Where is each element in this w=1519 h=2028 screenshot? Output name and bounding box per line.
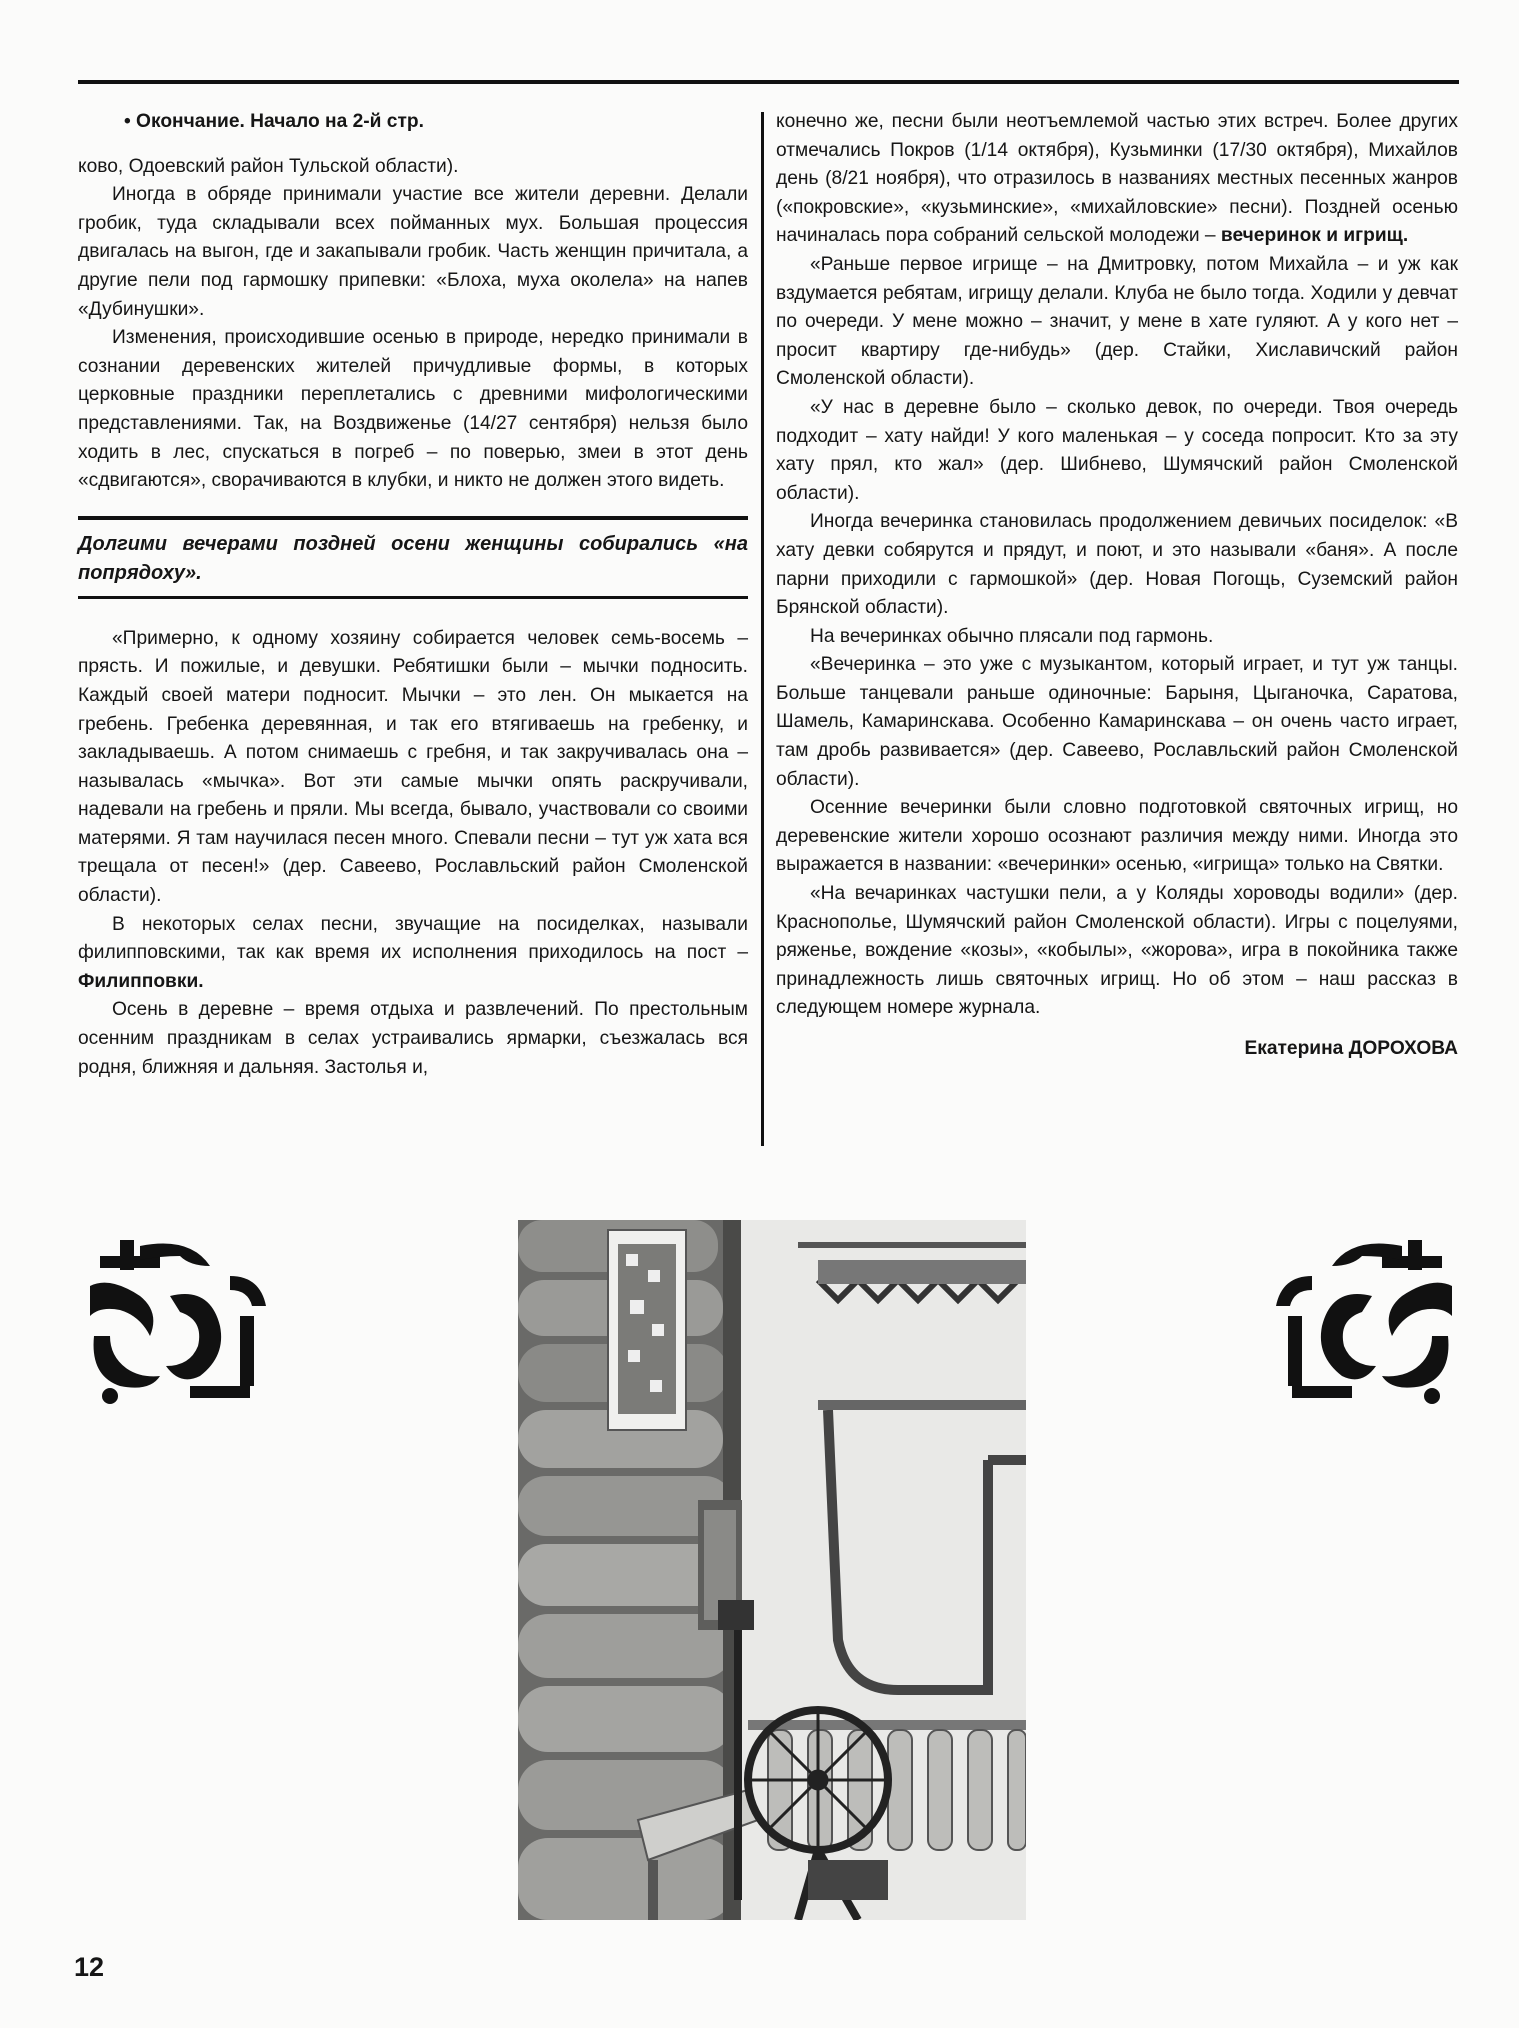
paragraph-text: Иногда в обряде принимали участие все жители деревни. Делали гробик, туда складывали всех пойманных мух. Большая процессия двигалась на выгон, где и закапывали гробик. Часть женщин причитала, а другие пели под гармошку припевки: «Блоха, муха околела» на напев «Дубинушки».	[78, 184, 748, 320]
paragraph	[78, 153, 748, 182]
paragraph	[78, 911, 748, 997]
paragraph	[776, 251, 1458, 394]
paragraph	[776, 108, 1458, 251]
right-column	[776, 108, 1458, 1064]
paragraph	[776, 794, 1458, 880]
paragraph	[78, 625, 748, 911]
paragraph-text: «Примерно, к одному хозяину собирается человек семь-восемь – прясть. И пожилые, и девушки. Ребятишки были – мычки подносить. Каждый своей матери подносит. Мычки – это лен. Он мыкается на гребень. Гребенка деревянная, и так его втягиваешь на гребенку, и закладываешь. А потом снимаешь с гребня, и так закручивалась она – называлась «мычка». Вот эти самые мычки опять раскручивали, надевали на гребень и пряли. Мы всегда, бывало, участвовали со своими матерями. Я там научилася песен много. Спевали песни – тут уж хата вся трещала от песен!» (дер. Савеево, Рославльский район Смоленской области).	[78, 627, 748, 907]
paragraph	[776, 508, 1458, 622]
left-paragraphs	[78, 153, 748, 496]
top-rule	[78, 80, 1459, 84]
author-signature: Екатерина ДОРОХОВА	[1244, 1038, 1458, 1059]
folk-ornament-icon	[1266, 1236, 1462, 1408]
paragraph-text: Иногда вечеринка становилась продолжением девичьих посиделок: «В хату девки собярутся и прядут, и поют, и это называли «баня». А после парни приходили с гармошкой» (дер. Новая Погощь, Суземский район Брянской области).	[776, 511, 1458, 619]
paragraph	[78, 181, 748, 324]
ornament-right	[1266, 1236, 1462, 1408]
column-divider	[761, 112, 764, 1146]
callout-heading: Долгими вечерами поздней осени женщины собирались «на попрядоху».	[78, 516, 748, 599]
paragraph-text: В некоторых селах песни, звучащие на посиделках, называли филипповскими, так как время их исполнения приходилось на пост –	[78, 913, 748, 964]
page-number: 12	[74, 1952, 105, 1982]
paragraph	[78, 324, 748, 496]
interior-photo-image	[518, 1220, 1026, 1920]
paragraph	[78, 996, 748, 1082]
paragraph-text: «Вечеринка – это уже с музыкантом, который играет, и тут уж танцы. Больше танцевали раньше одиночные: Барыня, Цыганочка, Саратова, Шамель, Камаринскава. Особенно Камаринскава – он очень часто играет, там дробь развивается» (дер. Савеево, Рославльский район Смоленской области).	[776, 654, 1458, 790]
paragraph	[776, 651, 1458, 794]
paragraph-text: «У нас в деревне было – сколько девок, по очереди. Твоя очередь подходит – хату найди! У кого маленькая – у соседа попросит. Кто за эту хату прял, кто жал» (дер. Шибнево, Шумячский район Смоленской области).	[776, 396, 1458, 504]
paragraph-text: На вечеринках обычно плясали под гармонь.	[810, 625, 1214, 647]
paragraph-text: конечно же, песни были неотъемлемой частью этих встреч. Более других отмечались Покров (1/14 октября), Кузьминки (17/30 октября), Михайлов день (8/21 ноября), что отразилось в названиях местных песенных жанров («покровские», «кузьминские», «михайловские» песни). Поздней осенью начиналась пора собраний сельской молодежи –	[776, 111, 1458, 247]
paragraph-text: Изменения, происходившие осенью в природе, нередко принимали в сознании деревенских жителей причудливые формы, в которых церковные праздники переплетались с древними мифологическими представлениями. Так, на Воздвиженье (14/27 сентября) нельзя было ходить в лес, спускаться в погреб – по поверью, змеи в этот день «сдвигаются», сворачиваются в клубки, и никто не должен этого видеть.	[78, 327, 748, 492]
continued-note: • Окончание. Начало на 2-й стр.	[124, 111, 424, 132]
paragraph	[776, 394, 1458, 508]
paragraph-text: «Раньше первое игрище – на Дмитровку, потом Михайла – и уж как вздумается ребятам, игрищу делали. Клуба не было тогда. Ходили у девчат по очереди. У мене можно – значит, у мене в хате гуляют. А у кого нет – просит квартиру где-нибудь» (дер. Стайки, Хиславичский район Смоленской области).	[776, 253, 1458, 390]
paragraph-text: «На вечаринках частушки пели, а у Коляды хороводы водили» (дер. Краснополье, Шумячский район Смоленской области). Игры с поцелуями, ряженье, вождение «козы», «кобылы», «жорова», игра в покойника также принадлежность лишь святочных игрищ. Но об этом – наш рассказ в следующем номере журнала.	[776, 883, 1458, 1019]
left-paragraphs-2	[78, 625, 748, 1083]
paragraph-bold-text: Филипповки.	[78, 970, 204, 992]
ornament-left	[80, 1236, 276, 1408]
paragraph-text: ково, Одоевский район Тульской области).	[78, 155, 459, 177]
folk-ornament-icon	[80, 1236, 276, 1408]
right-paragraphs	[776, 108, 1458, 1023]
paragraph-bold-text: вечеринок и игрищ.	[1220, 225, 1409, 247]
paragraph-text: Осень в деревне – время отдыха и развлечений. По престольным осенним праздникам в селах устраивались ярмарки, съезжалась вся родня, ближняя и дальняя. Застолья и,	[78, 999, 748, 1078]
paragraph	[776, 623, 1458, 652]
paragraph	[776, 880, 1458, 1023]
left-column	[78, 108, 748, 1082]
interior-photo	[518, 1220, 1026, 1920]
paragraph-text: Осенние вечеринки были словно подготовкой святочных игрищ, но деревенские жители хорошо осознают различия между ними. Иногда это выражается в названии: «вечеринки» осенью, «игрища» только на Святки.	[776, 797, 1458, 876]
